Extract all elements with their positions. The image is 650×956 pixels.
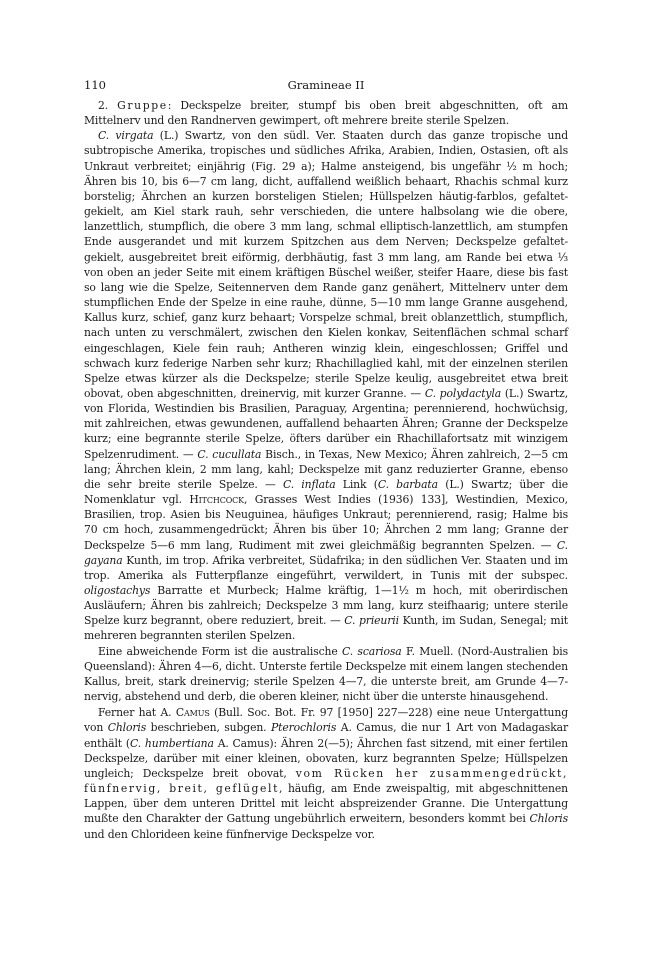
paragraph — [84, 705, 568, 841]
author-name: Hitchcock — [189, 493, 245, 507]
text-run: 2. — [98, 99, 118, 112]
text-run: Ferner hat A. — [98, 706, 176, 720]
page — [84, 78, 568, 842]
text-run: F. Muell. (Nord-Australien bis Queensland): Ähren 4—6, dicht. Unterste fertile Deckspelze mit einem langen stechenden Kallus, breit, stark dreinervig; sterile Spelzen 4—7, die unterste breit, am Grunde 4—7-nervig, abstehend und derb, die oberen kleiner, nicht über die unterste hinausgehend. — [84, 644, 568, 704]
text-run: und den Chlorideen keine fünfnervige Deckspelze vor. — [84, 827, 375, 841]
italic-text: C. cucullata — [197, 447, 262, 461]
italic-text: Chloris — [529, 812, 568, 826]
text-run: Kunth, im Sudan, Senegal; mit mehreren begrannten sterilen Spelzen. — [84, 614, 568, 643]
text-run: , Grasses West Indies (1936) 133], Westindien, Mexico, Brasilien, trop. Asien bis Neuguinea, häufiges Unkraut; perennierend, rasig; Halme bis 70 cm hoch, zusammengedrückt; Ähren bis über 10; Ährchen 2 mm lang; Granne der Deckspelze 5—6 mm lang, Rudiment mit zwei gleichmäßig begrannten Spelzen. — — [84, 493, 568, 552]
italic-text: C. scariosa — [342, 644, 402, 658]
italic-text: C. polydactyla — [424, 386, 502, 400]
paragraph — [84, 128, 568, 643]
text-run: Eine abweichende Form ist die australische — [98, 644, 343, 658]
text-run: Kunth, im trop. Afrika verbreitet, Südafrika; in den südlichen Ver. Staaten und im trop. Amerika als Futterpflanze eingeführt, verwildert, in Tunis mit der subspec. — [84, 553, 568, 582]
italic-text: C. inflata — [282, 477, 336, 491]
body-text — [84, 98, 568, 842]
spaced-text: Gruppe — [117, 99, 168, 112]
author-name: Camus — [175, 706, 210, 720]
italic-text: Chloris — [107, 721, 147, 735]
italic-text: C. barbata — [377, 477, 438, 491]
text-run: A. Camus): Ähren 2(—5); Ährchen fast sitzend, mit einer fertilen Deckspelze, darüber mit einer kleinen, obovaten, kurz begrannten Spelze; Hüllspelzen ungleich; Deckspelze breit obovat, — [84, 736, 568, 780]
italic-text: C. virgata — [98, 129, 154, 143]
text-run: , häufig, am Ende zweispaltig, mit abgeschnittenen Lappen, über dem unteren Drittel mit leicht abspreizender Granne. Die Untergattung mußte den Charakter der Gattung ungebührlich erweitern, besonders kommt bei — [84, 782, 568, 826]
running-title: Gramineae II — [287, 78, 365, 92]
italic-text: Pterochloris — [270, 721, 337, 735]
text-run: beschrieben, subgen. — [146, 721, 271, 735]
italic-text: C. humbertiana — [129, 736, 214, 750]
text-run: (L.) Swartz; über die Nomenklatur vgl. — [84, 477, 569, 507]
text-run: (L.) Swartz, von den südl. Ver. Staaten durch das ganze tropische und subtropische Amerika, tropisches und südliches Afrika, Arabien, Indien, Ostasien, oft als Unkraut verbreitet; einjährig (Fig. 29 a); Halme ansteigend, bis ungefähr ½ m hoch; Ähren bis 10, bis 6—7 cm lang, dicht, auffallend weißlich behaart, Rhachis schmal kurz borstelig; Ährchen an kurzen borsteligen Stielen; Hüllspelzen häutig-farblos, gefaltet-gekielt, am Kiel stark rauh, sehr verschieden, die untere halbsolang wie die obere, lanzettlich, stumpflich, die obere 3 mm lang, schmal elliptisch-lanzettlich, am stumpfen Ende ausgerandet und mit kurzem Spitzchen aus dem Nerven; Deckspelze gefaltet-gekielt, ausgebreitet breit eiförmig, derbhäutig, fast 3 mm lang, am Rande bei etwa ⅓ von oben an jeder Seite mit einem kräftigen Büschel weißer, steifer Haare, diese bis fast so lang wie die Spelze, Seitennerven dem Rande ganz genähert, Mittelnerv unter dem stumpflichen Ende der Spelze in eine rauhe, dünne, 5—10 mm lange Granne ausgehend, Kallus kurz, schief, ganz kurz behaart; Vorspelze schmal, breit oblanzettlich, stumpflich, nach unten zu verschmälert, zwischen den Kielen konkav, Seitenflächen schmal scharf eingeschlagen, Kiele fein rauh; Antheren winzig klein, eingeschlossen; Griffel und schwach kurz federige Narben sehr kurz; Rhachillaglied kahl, mit der einzelnen sterilen Spelze etwas kürzer als die Deckspelze; sterile Spelze keulig, ausgebreitet etwa breit obovat, oben abgeschnitten, dreinervig, mit kurzer Granne. — — [84, 129, 568, 400]
text-run: Bisch., in Texas, New Mexico; Ähren zahlreich, 2—5 cm lang; Ährchen klein, 2 mm lang, kahl; Deckspelze mit ganz reduzierter Granne, ebenso die sehr breite sterile Spelze. — — [84, 447, 568, 491]
italic-text: C. gayana — [84, 538, 568, 567]
text-run: Barratte et Murbeck; Halme kräftig, 1—1½ m hoch, mit oberirdischen Ausläufern; Ähren bis zahlreich; Deckspelze 3 mm lang, kurz steifhaarig; untere sterile Spelze kurz begrannt, obere reduziert, breit. — — [84, 584, 568, 628]
text-run: : Deckspelze breiter, stumpf bis oben breit abgeschnitten, oft am Mittelnerv und den Randnerven gewimpert, oft mehrere breite sterile Spelzen. — [84, 99, 568, 128]
italic-text: oligostachys — [84, 584, 151, 597]
page-header — [84, 78, 568, 98]
text-run: A. Camus, die nur 1 Art von Madagaskar enthält ( — [84, 721, 568, 750]
text-run: Link ( — [335, 477, 378, 491]
text-run: (Bull. Soc. Bot. Fr. 97 [1950] 227—228) eine neue Untergattung von — [84, 706, 569, 735]
spaced-text: vom Rücken her zusammengedrückt, fünfnervig, breit, geflügelt — [84, 766, 568, 796]
text-run: (L.) Swartz, von Florida, Westindien bis Brasilien, Paraguay, Argentina; perennierend, hochwüchsig, mit zahlreichen, etwas gewundenen, auffallend behaarten Ähren; Granne der Deckspelze kurz; eine begrannte sterile Spelze, öfters darüber ein Rhachillafortsatz mit winzigem Spelzenrudiment. — — [84, 386, 569, 461]
paragraph — [84, 98, 568, 128]
italic-text: C. prieurii — [344, 614, 399, 628]
page-number: 110 — [84, 78, 106, 92]
paragraph — [84, 644, 568, 705]
